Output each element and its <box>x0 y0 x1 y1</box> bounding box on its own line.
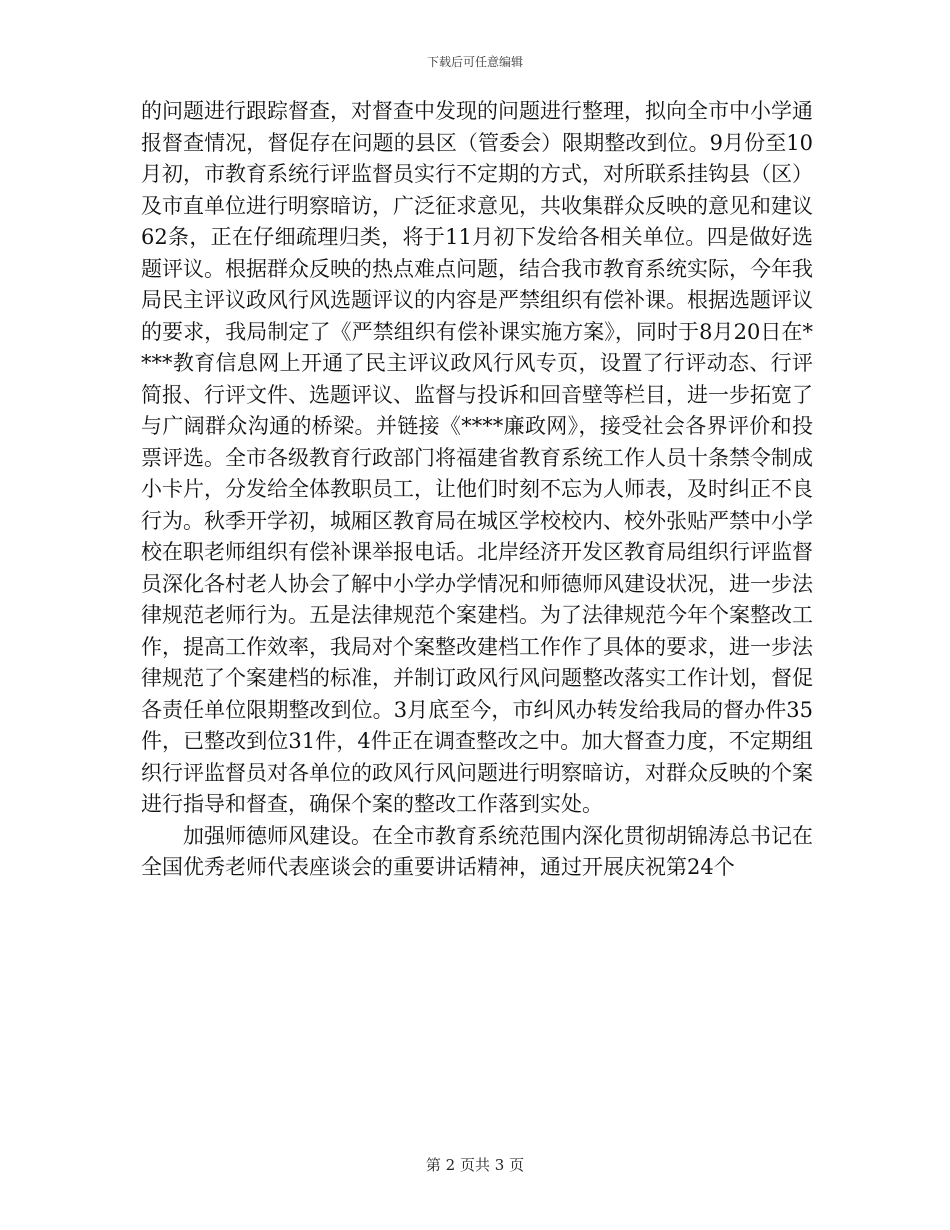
page-header: 下载后可任意编辑 <box>426 55 523 69</box>
page-footer: 第 2 页共 3 页 <box>425 1156 525 1174</box>
paragraph-1: 的问题进行跟踪督查，对督查中发现的问题进行整理，拟向全市中小学通报督查情况，督促存在问题的县区（管委会）限期整改到位。9月份至10月初，市教育系统行评监督员实行不定期的方式，对所联系挂钩县（区）及市直单位进行明察暗访，广泛征求意见，共收集群众反映的意见和建议62条，正在仔细疏理归类，将于11月初下发给各相关单位。四是做好选题评议。根据群众反映的热点难点问题，结合我市教育系统实际，今年我局民主评议政风行风选题评议的内容是严禁组织有偿补课。根据选题评议的要求，我局制定了《严禁组织有偿补课实施方案》，同时于8月20日在****教育信息网上开通了民主评议政风行风专页，设置了行评动态、行评简报、行评文件、选题评议、监督与投诉和回音壁等栏目，进一步拓宽了与广阔群众沟通的桥梁。并链接《****廉政网》，接受社会各界评价和投票评选。全市各级教育行政部门将福建省教育系统工作人员十条禁令制成小卡片，分发给全体教职员工，让他们时刻不忘为人师表，及时纠正不良行为。秋季开学初，城厢区教育局在城区学校校内、校外张贴严禁中小学校在职老师组织有偿补课举报电话。北岸经济开发区教育局组织行评监督员深化各村老人协会了解中小学办学情况和师德师风建设状况，进一步法律规范老师行为。五是法律规范个案建档。为了法律规范今年个案整改工作，提高工作效率，我局对个案整改建档工作作了具体的要求，进一步法律规范了个案建档的标准，并制订政风行风问题整改落实工作计划，督促各责任单位限期整改到位。3月底至今，市纠风办转发给我局的督办件35件，已整改到位31件，4件正在调查整改之中。加大督查力度，不定期组织行评监督员对各单位的政风行风问题进行明察暗访，对群众反映的个案进行指导和督查，确保个案的整改工作落到实处。 <box>141 99 813 816</box>
document-body <box>141 96 813 884</box>
paragraph-2: 加强师德师风建设。在全市教育系统范围内深化贯彻胡锦涛总书记在全国优秀老师代表座谈会的重要讲话精神，通过开展庆祝第24个 <box>141 823 813 879</box>
